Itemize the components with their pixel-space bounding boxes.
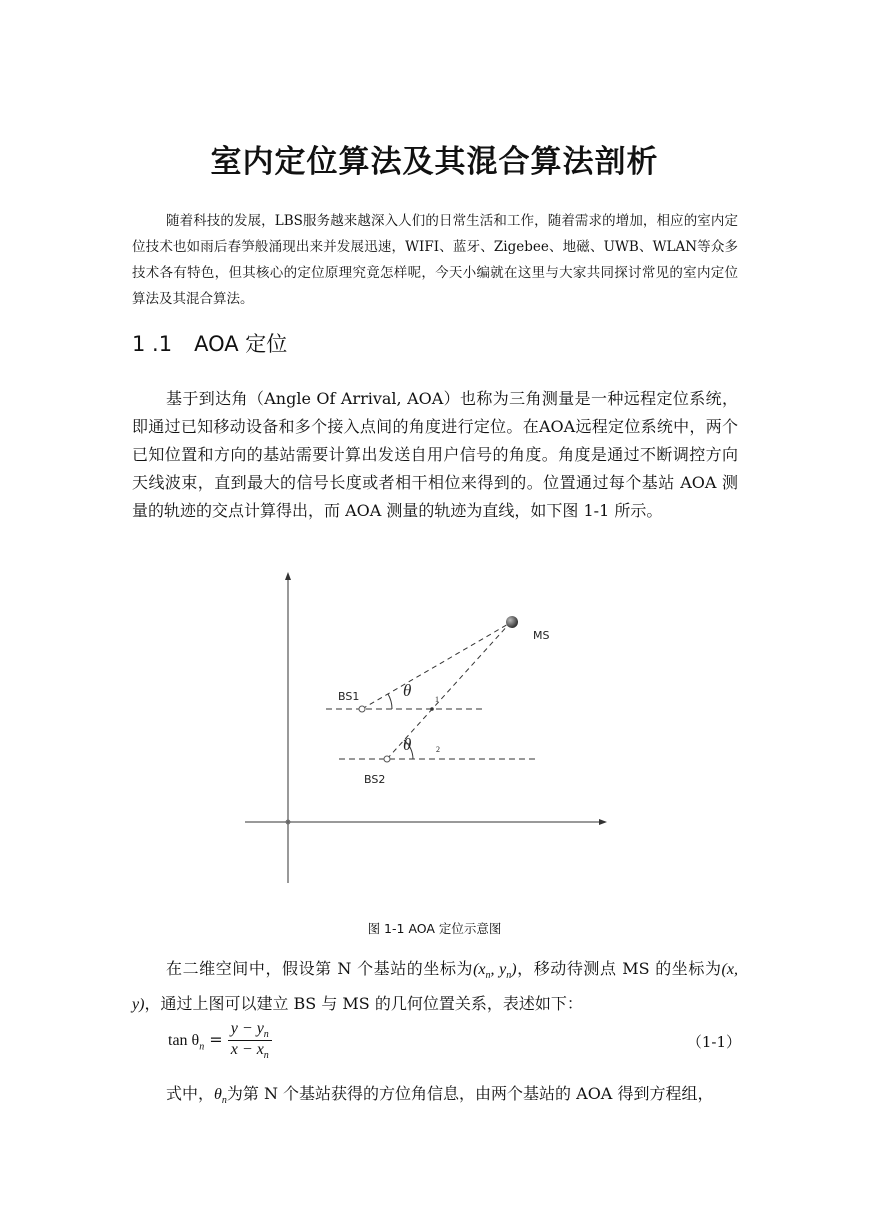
eq-denominator [228, 1041, 272, 1061]
eq-lhs-sub: n [199, 1041, 205, 1053]
bs-coord-y-sub: n [506, 970, 512, 982]
theta1-label: θ [403, 681, 412, 700]
eq-fraction [228, 1020, 272, 1061]
equation-1-1 [168, 1020, 768, 1070]
bs2-label: BS2 [364, 773, 386, 786]
para2-text-b: ，移动待测点 MS 的坐标为 [516, 959, 722, 978]
figure-caption: 图 1-1 AOA 定位示意图 [367, 921, 502, 936]
intersection-point [430, 707, 434, 711]
eq-lhs: tan θ [168, 1032, 200, 1050]
theta-n: θ [214, 1086, 222, 1103]
section-title: AOA 定位 [194, 332, 288, 356]
page-title: 室内定位算法及其混合算法剖析 [210, 144, 659, 180]
eq-equals: = [204, 1030, 228, 1050]
section-number: 1 .1 [132, 332, 173, 356]
bs-coordinate [473, 961, 517, 982]
bs-coord-close: ) [511, 961, 517, 978]
eq-num-sub: n [263, 1029, 269, 1041]
paragraph-2d-space [132, 955, 738, 1019]
x-axis-arrow [599, 819, 607, 825]
eq-den-sub: n [263, 1050, 269, 1062]
eq-den-text: x − x [230, 1041, 264, 1059]
theta2-subscript: 2 [436, 745, 440, 754]
theta-n-sub: n [221, 1095, 227, 1107]
bs2-marker [384, 756, 390, 762]
para3-text-b: 为第 N 个基站获得的方位角信息，由两个基站的 AOA 得到方程组， [226, 1084, 714, 1103]
ms-marker [506, 616, 518, 628]
para2-text-a: 在二维空间中，假设第 N 个基站的坐标为 [166, 959, 474, 978]
para2-text-c: ，通过上图可以建立 BS 与 MS 的几何位置关系，表述如下： [144, 994, 583, 1014]
eq-num-text: y − y [230, 1020, 264, 1037]
bs1-marker [359, 706, 365, 712]
bs-coord-x-sub: n [485, 970, 491, 982]
ms-coordinate: (x, y) [132, 961, 738, 1014]
paragraph-formula-note [132, 1080, 738, 1115]
para3-text-a: 式中， [166, 1084, 215, 1103]
paragraph-aoa: 基于到达角（Angle Of Arrival, AOA）也称为三角测量是一种远程定位系统，即通过已知移动设备和多个接入点间的角度进行定位。在AOA远程定位系统中，两个已知位置和方向的基站需要计算出发送自用户信号的角度。角度是通过不断调控方向天线波束，直到最大的信号长度或者相干相位来得到的。位置通过每个基站 AOA 测量的轨迹的交点计算得出，而 AOA 测量的轨迹为直线，如下图 1-1 所示。 [132, 389, 738, 520]
theta2-label: θ [403, 735, 412, 754]
bs1-label: BS1 [338, 690, 360, 703]
eq-numerator [228, 1020, 272, 1041]
ms-label: MS [533, 629, 550, 642]
intro-paragraph: 随着科技的发展，LBS服务越来越深入人们的日常生活和工作，随着需求的增加，相应的室内定位技术也如雨后春笋般涌现出来并发展迅速，WIFI、蓝牙、Zigebee、地磁、UWB、WLAN等众多技术各有特色，但其核心的定位原理究竟怎样呢，今天小编就在这里与大家共同探讨常见的室内定位算法及其混合算法。 [132, 213, 738, 307]
theta1-subscript: 1 [435, 695, 439, 704]
theta1-arc [388, 694, 392, 709]
y-axis-arrow [285, 572, 291, 580]
bs-coord-y: , y [490, 961, 507, 978]
equation-label: （1-1） [686, 1033, 741, 1051]
bs-coord-x: (x [473, 961, 486, 978]
